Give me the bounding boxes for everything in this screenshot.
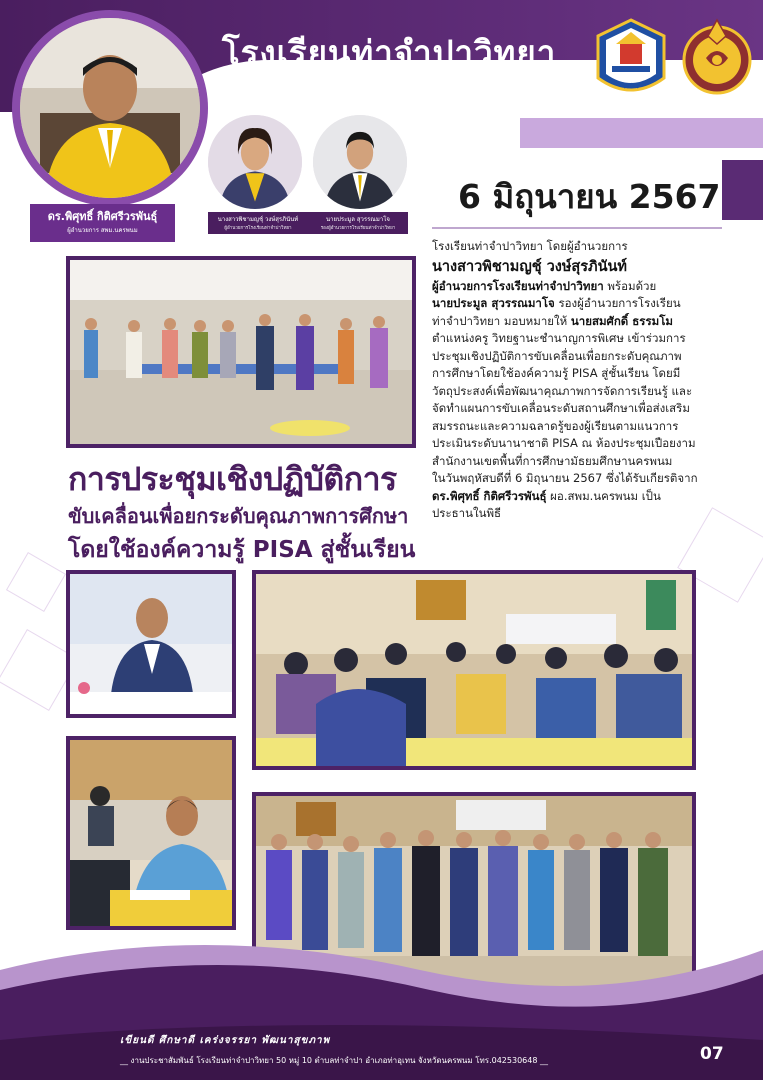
director-caption <box>30 204 175 242</box>
body-line-highlight: นางสาวพิชามญชุ์ วงษ์สุรภินันท์ <box>432 258 627 275</box>
director-role: ผู้อำนวยการ สพม.นครพนม <box>67 227 138 234</box>
body-bold: ดร.พิศุทธิ์ กิติศรีวรพันธุ์ <box>432 488 547 503</box>
office-name: สำนักงานเขตพื้นที่การศึกษามัธยมศึกษานครพนม <box>228 79 542 97</box>
body-line: ในวันพฤหัสบดีที่ 6 มิถุนายน 2567 ซึ่งได้รับเกียรติจาก <box>432 471 698 485</box>
group-photo <box>66 256 416 448</box>
deputy-director-photo <box>310 112 410 212</box>
article-body <box>432 238 700 523</box>
school-director-caption <box>208 212 308 234</box>
body-text: พร้อมด้วย <box>603 278 657 293</box>
body-line: ตำแหน่งครู วิทยฐานะชำนาญการพิเศษ เข้าร่วมการ <box>432 331 686 345</box>
body-line: สมรรถนะและความฉลาดรู้ของผู้เรียนตามแนวการ <box>432 418 679 433</box>
audience-photo <box>252 570 696 770</box>
deputy-director-caption <box>308 212 408 234</box>
body-line: วัตถุประสงค์เพื่อพัฒนาคุณภาพการจัดการเรียนรู้ และ <box>432 383 693 398</box>
school-emblem-icon <box>594 18 668 102</box>
body-line: ประชุมเชิงปฏิบัติการขับเคลื่อนเพื่อยกระดับคุณภาพ <box>432 348 682 363</box>
footer-motto: เขียนดี ศึกษาดี เคร่งจรรยา พัฒนาสุขภาพ <box>120 1035 331 1046</box>
body-line: ประธานในพิธี <box>432 506 502 520</box>
event-date: 6 มิถุนายน 2567 <box>458 177 721 216</box>
body-line <box>432 313 700 331</box>
body-line: การศึกษาโดยใช้องค์ความรู้ PISA สู่ชั้นเรียน โดยมี <box>432 366 681 380</box>
date-bar-accent <box>722 160 763 220</box>
ministry-emblem-icon <box>680 14 754 98</box>
accent-bar <box>520 118 763 148</box>
body-line: ประเมินระดับนานาชาติ PISA ณ ห้องประชุมเปือยงาม <box>432 436 696 450</box>
date-underline <box>432 227 722 229</box>
body-bold: นายสมศักดิ์ ธรรมโม <box>570 313 673 328</box>
svg-text:ทจว: ทจว <box>622 81 640 91</box>
footer-contact: __ งานประชาสัมพันธ์ โรงเรียนท่าจำปาวิทยา 50 หมู่ 10 ตำบลท่าจำปา อำเภอท่าอุเทน จังหวัดนครพนม โทร.042530648 __ <box>120 1056 548 1065</box>
school-director-name: นางสาวพิชามญชุ์ วงษ์สุรภินันท์ <box>217 216 299 223</box>
director-photo <box>20 18 200 198</box>
body-text: รองผู้อำนวยการโรงเรียน <box>554 296 681 310</box>
body-line: จัดทำแผนการขับเคลื่อนระดับสถานศึกษาเพื่อส่งเสริม <box>432 401 690 415</box>
body-line <box>432 278 700 296</box>
body-line <box>432 295 700 313</box>
school-name: โรงเรียนท่าจำปาวิทยา <box>222 33 557 72</box>
headline-title: การประชุมเชิงปฏิบัติการ <box>68 460 397 498</box>
body-line <box>432 488 700 506</box>
body-bold: นายประมูล สุวรรณมาโจ <box>432 296 555 310</box>
headline-subtitle-2: โดยใช้องค์ความรู้ PISA สู่ชั้นเรียน <box>68 537 416 563</box>
body-text: ท่าจำปาวิทยา มอบหมายให้ <box>432 313 571 328</box>
participant-photo <box>66 736 236 930</box>
school-director-role: ผู้อำนวยการโรงเรียนท่าจำปาวิทยา <box>224 226 292 231</box>
deputy-director-name: นายประมูล สุวรรณมาโจ <box>326 216 390 223</box>
headline-subtitle-1: ขับเคลื่อนเพื่อยกระดับคุณภาพการศึกษา <box>68 504 409 528</box>
speaker-photo <box>66 570 236 718</box>
body-line: โรงเรียนท่าจำปาวิทยา โดยผู้อำนวยการ <box>432 239 628 253</box>
body-text: ผอ.สพม.นครพนม เป็น <box>546 488 661 503</box>
director-name: ดร.พิศุทธิ์ กิติศรีวรพันธุ์ <box>47 210 158 223</box>
body-line: สำนักงานเขตพื้นที่การศึกษามัธยมศึกษานครพนม <box>432 453 673 468</box>
deputy-director-role: รองผู้อำนวยการโรงเรียนท่าจำปาวิทยา <box>320 226 396 231</box>
school-director-photo <box>205 112 305 212</box>
page-number: 07 <box>700 1044 724 1064</box>
hexagon-decoration <box>6 552 66 612</box>
body-bold: ผู้อำนวยการโรงเรียนท่าจำปาวิทยา <box>432 278 604 293</box>
